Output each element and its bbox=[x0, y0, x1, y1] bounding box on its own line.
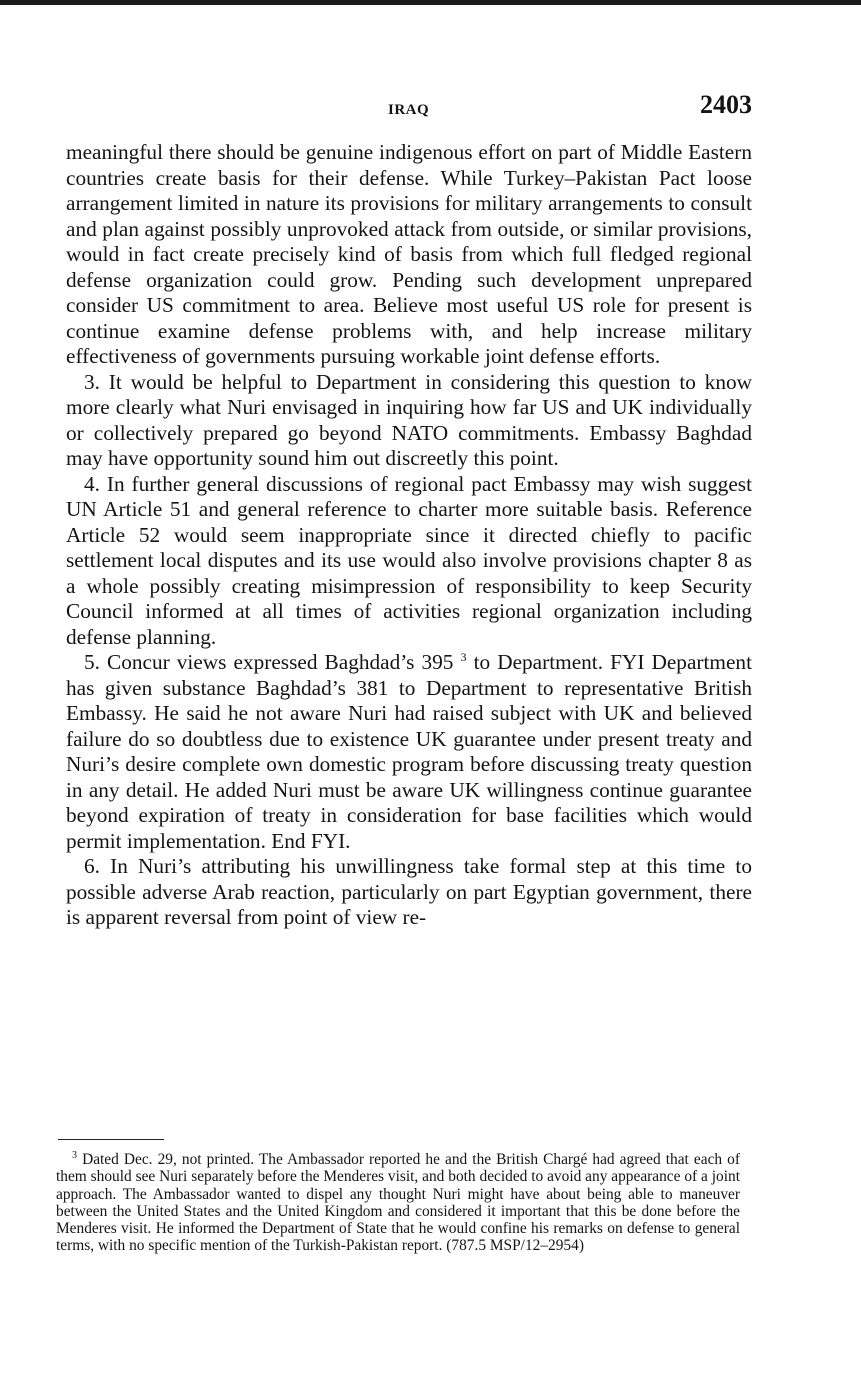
main-text bbox=[66, 140, 752, 931]
paragraph-5-rest: to Department. FYI Department has given substance Baghdad’s 381 to Department to representative British Embassy. He said he not aware Nuri had raised subject with UK and believed failure do so doubtless due to existence UK guarantee under present treaty and Nuri’s desire complete own domestic program before discussing treaty question in any detail. He added Nuri must be aware UK willingness continue guarantee beyond expiration of treaty in consideration for base facilities which would permit implementation. End FYI. bbox=[66, 650, 752, 853]
paragraph-5-lead: 5. Concur views expressed Baghdad’s 395 bbox=[84, 650, 454, 674]
running-head bbox=[0, 88, 861, 128]
paragraph-5 bbox=[66, 650, 752, 854]
running-title: IRAQ bbox=[388, 102, 430, 118]
paragraph-3: 3. It would be helpful to Department in considering this question to know more clearly what Nuri envisaged in inquiring how far US and UK individually or collectively prepared go beyond NATO commitments. Embassy Baghdad may have opportunity sound him out discreetly this point. bbox=[66, 369, 752, 470]
footnote bbox=[56, 1151, 740, 1255]
footnote-text: Dated Dec. 29, not printed. The Ambassador reported he and the British Chargé had agreed that each of them should see Nuri separately before the Menderes visit, and both decided to avoid any appearance of a joint approach. The Ambassador wanted to dispel any thought Nuri might have about being able to maneuver between the United States and the United Kingdom and considered it important that this be done before the Menderes visit. He informed the Department of State that he would confine his remarks on defense to general terms, with no specific mention of the Turkish-Pakistan report. (787.5 MSP/12–2954) bbox=[56, 1151, 740, 1255]
footnote-reference[interactable]: 3 bbox=[460, 649, 467, 664]
footnote-marker: 3 bbox=[72, 1149, 77, 1161]
top-edge-rule bbox=[0, 0, 861, 5]
footnote-separator bbox=[58, 1139, 164, 1140]
page-number: 2403 bbox=[700, 90, 752, 119]
paragraph-4: 4. In further general discussions of regional pact Embassy may wish suggest UN Article 51 and general reference to charter more suitable basis. Reference Article 52 would seem inappropriate since it directed chiefly to pacific settlement local disputes and its use would also involve provisions chapter 8 as a whole possibly creating misimpression of responsibility to keep Security Council informed at all times of activities regional organization including defense planning. bbox=[66, 471, 752, 649]
paragraph-6: 6. In Nuri’s attributing his unwillingness take formal step at this time to possible adverse Arab reaction, particularly on part Egyptian government, there is apparent reversal from point of view re- bbox=[66, 854, 752, 929]
paragraph-continuation: meaningful there should be genuine indigenous effort on part of Middle Eastern countries create basis for their defense. While Turkey–Pakistan Pact loose arrangement limited in nature its provisions for military arrangements to consult and plan against possibly unprovoked attack from outside, or similar provisions, would in fact create precisely kind of basis from which full fledged regional defense organization could grow. Pending such development unprepared consider US commitment to area. Believe most useful US role for present is continue examine defense problems with, and help increase military effectiveness of governments pursuing workable joint defense efforts. bbox=[66, 140, 752, 368]
